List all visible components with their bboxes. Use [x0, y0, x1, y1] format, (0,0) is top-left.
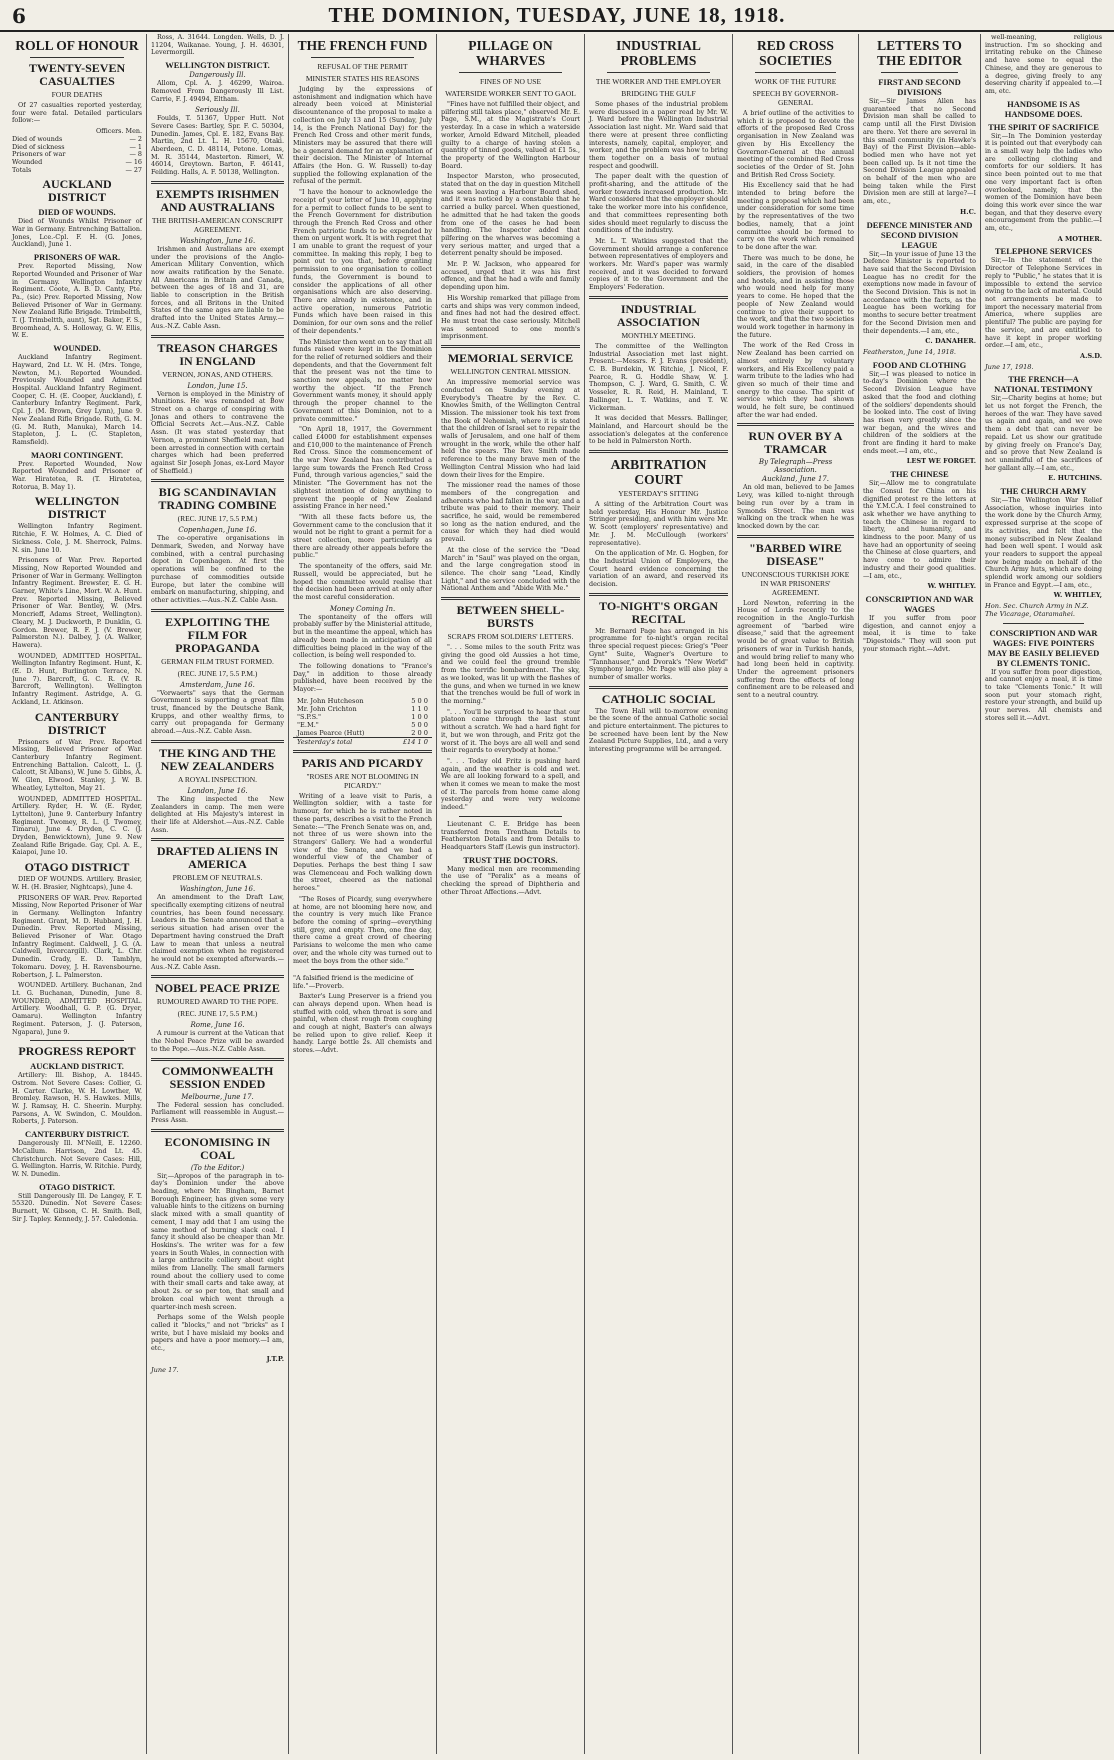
- column-french-fund: [289, 34, 437, 1754]
- headline-organ-recital: TO-NIGHT'S ORGAN RECITAL: [599, 598, 718, 626]
- article-text: ". . . Some miles to the south Fritz was giving the good old Aussies a hot time, and we could feel the ground tremble from the terrific bombardment. The sky, as we looked, was lit up with the flashes of the guns, and when we turned in we knew that the trenches would be full of work in the morning.": [441, 643, 580, 705]
- letter-text: well-meaning, religious instruction. I'm so shocking and irritating rebuke on the Chinese and have some to equal the Chinese, and they are generous to a degree, giving freely to any deserving charity if appealed to.—I am, etc.: [985, 34, 1102, 95]
- headline-memorial: MEMORIAL SERVICE: [447, 351, 574, 366]
- subhead: (To the Editor.): [190, 1163, 245, 1172]
- advertisement-text: If you suffer from poor digestion, and cannot enjoy a meal, it is time to take "Digestoids." They will soon put your stomach right.—Advt.: [863, 613, 976, 653]
- headline-scandinavian: BIG SCANDINAVIAN TRADING COMBINE: [158, 485, 277, 513]
- letter-heading: FOOD AND CLOTHING: [872, 359, 967, 370]
- dateline: Amsterdam, June 16.: [180, 680, 255, 689]
- article-text: DIED OF WOUNDS. Artillery. Brasier, W. H. (H. Brasier, Nightcaps), June 4.: [12, 875, 142, 891]
- headline-film: EXPLOITING THE FILM FOR PROPAGANDA: [165, 614, 270, 655]
- article-text: Prev. Reported Missing, Now Reported Wounded and Prisoner of War in Germany. Wellington Infantry Regiment. Coote, A. B. D. Canty, Pte. Pa., (sic) Prev. Reported Missing, Now Believed Prisoner of War in Germany. New Zealand Rifle Brigade. Trimbeltth, T. (J. Trimbeltth, aunt), Sgt. Baker, F. S., Broomhead, A. S. Holloway, G. W. Ellis, W. E.: [12, 262, 142, 340]
- divider: [151, 479, 284, 482]
- article-text: Lord Newton, referring in the House of Lords recently to the recognition in the Anglo-Turkish agreement of "barbed wire disease," said that the agreement would be of great value to British prisoners of war in Turkish hands, and would bring relief to many who had long been held in captivity. Under the agreement prisoners suffering from the effects of long confinement are to be released and sent to a neutral country.: [737, 598, 854, 700]
- article-text: Died of Wounds Whilst Prisoner of War in Germany. Entrenching Battalion. Jones, Lce.-Cpl. F. H. (G. Jones, Auckland), June 1.: [12, 217, 142, 249]
- dateline: Washington, June 16.: [179, 236, 256, 245]
- column-cable-news: [147, 34, 289, 1754]
- district-heading: WELLINGTON DISTRICT: [34, 494, 120, 522]
- headline-drafted-aliens: DRAFTED ALIENS IN AMERICA: [156, 844, 279, 872]
- article-text: The paper dealt with the question of profit-sharing, and the attitude of the worker towards increased production. Mr. Ward considered that the employer should take the worker more into his confidence, and that committees representing both sides should meet regularly to discuss the conditions of the industry.: [589, 172, 728, 235]
- divider: [151, 838, 284, 841]
- divider: [30, 1040, 124, 1041]
- column-letters: [859, 34, 981, 1754]
- subhead: (REC. JUNE 17, 5.5 P.M.): [177, 1009, 258, 1019]
- column-letters-continued: [981, 34, 1106, 1754]
- proverb-text: "A falsified friend is the medicine of life."—Proverb.: [293, 974, 414, 991]
- article-text: Wellington Infantry Regiment. Ritchie, F. W. Holmes, A. C. Died of Sickness. Cole, J. M. Sherrock, Palms. N. sin. June 10.: [12, 522, 142, 554]
- article-text: Prev. Reported Wounded, Now Reported Wounded and Prisoner of War. Hiratetea, R. (T. Hiratetea, Rotorua, B. May 1).: [12, 459, 142, 491]
- article-text: Prisoners of War. Prev. Reported Missing, Now Reported Wounded and Prisoner of War in Germany. Wellington Infantry Regiment. Brewster, E. G. H. Garner, White's Line, Mort. W. A. Hunt. Prev. Reported Missing, Believed Prisoner of War. Bentley, W. (Mrs. Moncrieff, Adams Street, Wellington). Cleary, M. J. Duckworth, P. Dunklin, G. Gordon. Brewer, R. F. J. (V. Brewer, Palmerston N.). Dalbey, J. (A. Walker, Hawera).: [12, 556, 142, 649]
- advertisement-text: Many medical men are recommending the use of "Peralix" as a means of checking the spread of Diphtheria and other Throat Affections.—Advt.: [441, 864, 580, 896]
- dateline: Auckland, June 17.: [762, 475, 829, 484]
- article-text: Mr. L. T. Watkins suggested that the Government should arrange a conference between representatives of employers and workers. Mr. Ward's paper was warmly received, and it was decided to forward copies of it to the Government and the Employers' Federation.: [589, 236, 728, 292]
- article-text: Writing of a leave visit to Paris, a Wellington soldier, with a taste for humour, for which he is rather noted in these parts, describes a visit to the French Senate:—"The French Senate was on, and, not three of us were shown into the Strangers' Gallery. We had a wonderful view of the Senate, and we had a wonderful view of the Chamber of Deputies. Perhaps the best thing I saw was Clemenceau and Foch walking down the street, cheered as the national heroes.": [293, 791, 432, 893]
- headline-red-cross: RED CROSS SOCIETIES: [757, 38, 834, 68]
- article-text: Some phases of the industrial problem were discussed in a paper read by Mr. W. J. Ward before the Wellington Industrial Association last night. Mr. Ward said that there were at present three conflicting interests, namely, capital, employer, and worker, and the problem was how to bring them together on a basis of mutual respect and goodwill.: [589, 100, 728, 170]
- signature: A MOTHER.: [1057, 234, 1102, 243]
- headline-arbitration: ARBITRATION COURT: [610, 457, 707, 488]
- subhead: MINISTER STATES HIS REASONS: [305, 74, 420, 83]
- letter-heading: CONSCRIPTION AND WAR WAGES: [865, 593, 974, 614]
- article-text: Allom, Cpl. A. J. 46299, Wairoa. Removed From Dangerously Ill List. Carrie, F. J. 49494, Eltham.: [151, 79, 284, 103]
- divider: [441, 597, 580, 600]
- subhead: VERNON, JONAS, AND OTHERS.: [162, 369, 273, 379]
- letter-text: Sir,—I was pleased to notice in to-day's Dominion where the Second Division League have asked that the food and clothing of the soldiers' dependents should be looked into. The cost of living has risen very greatly since the war began, and the wives and children of the soldiers at the front are finding it hard to make ends meet.—I am, etc.,: [863, 369, 976, 455]
- article-text: At the close of the service the "Dead March" in "Saul" was played on the organ, and the large congregation stood in silence. The choir sang "Lead, Kindly Light," and the service concluded with the National Anthem and "Abide With Me.": [441, 545, 580, 593]
- article-text: It was decided that Messrs. Ballinger, Mainland, and Harcourt should be the association's delegates at the conference to be held in Palmerston North.: [589, 414, 728, 446]
- article-text: Perhaps some of the Welsh people called it "blocks," and not "bricks" as I write, but I have mislaid my books and papers and have a poor memory.—I am, etc.,: [151, 1313, 284, 1353]
- masthead-title: THE DOMINION, TUESDAY, JUNE 18, 1918.: [328, 3, 786, 27]
- divider: [589, 296, 728, 299]
- article-text: Lieutenant C. E. Bridge has been transferred from Trentham Details to Featherston Details and from Details to Headquarters Staff (Lewis gun instructor).: [441, 819, 580, 851]
- divider: [755, 72, 836, 73]
- letter-place: Hon. Sec. Church Army in N.Z. The Vicarage, Otaramahei.: [985, 602, 1089, 618]
- letter-heading: FIRST AND SECOND DIVISIONS: [878, 77, 961, 97]
- article-text: "With all these facts before us, the Government came to the conclusion that it would not be right to grant a permit for a street collection, more particularly as there are already other appeals before the public.": [293, 512, 432, 560]
- dateline: London, June 16.: [187, 786, 248, 795]
- article-text: The Town Hall will to-morrow evening be the scene of the annual Catholic social and picture entertainment. The pictures to be screened have been lent by the New Zealand Picture Supplies, Ltd., and a very interesting programme will be arranged.: [589, 706, 728, 754]
- signature: J.T.P.: [266, 1354, 284, 1363]
- page-number: 6: [12, 4, 26, 28]
- subhead: RUMOURED AWARD TO THE POPE.: [156, 997, 279, 1007]
- headline-french-fund: THE FRENCH FUND: [297, 38, 428, 53]
- donation-row: Mr. John Crichton 1 1 0: [297, 704, 428, 713]
- subhead: WELLINGTON CENTRAL MISSION.: [450, 367, 571, 377]
- divider: [151, 335, 284, 338]
- divider: [441, 345, 580, 348]
- dateline: Washington, June 16.: [179, 885, 256, 894]
- subhead: MONTHLY MEETING.: [621, 330, 696, 340]
- column-roll-of-honour: [8, 34, 147, 1754]
- article-text: On the application of Mr. G. Hogben, for the Industrial Union of Employers, the Court heard evidence concerning the variation of an award, and reserved its decision.: [589, 549, 728, 589]
- article-text: The spontaneity of the offers, said Mr. Russell, would be appreciated, but he hoped the committee would realise that the decision had been arrived at only after the most careful consideration.: [293, 562, 432, 601]
- section-heading: TRUST THE DOCTORS.: [463, 854, 558, 865]
- letter-text: Sir,—Allow me to congratulate the Consul for China on his dignified protest re the letters at the Y.M.C.A. I feel constrained to ask whether we have anything to teach the Chinese in regard to liberty, and humanity, and kindness to the poor. Many of us have had an opportunity of seeing the Chinese at close quarters, and have come to admire their industry and their good qualities.—I am, etc.,: [863, 479, 976, 580]
- district-subheading: AUCKLAND DISTRICT.: [30, 1061, 124, 1072]
- signature: W. WHITLEY,: [1053, 591, 1102, 600]
- subhead: REFUSAL OF THE PERMIT: [317, 62, 408, 71]
- letter-heading: THE CHINESE: [890, 469, 949, 480]
- divider: [459, 816, 562, 817]
- headline-tramcar: RUN OVER BY A TRAMCAR: [748, 429, 843, 457]
- article-text: Dangerously Ill. M'Neill, E. 12260. McCallum. Harrison, 2nd Lt. 45. Christchurch. Not Severe Cases: Hill, G. Wellington. Harris, W. Ritchie. Purdy, W. N. Dunedin.: [12, 1139, 142, 1178]
- donation-row: James Pearce (Hutt) 2 0 0: [297, 728, 428, 737]
- list-subheading: Seriously Ill.: [195, 106, 240, 115]
- article-text: Irishmen and Australians are exempt under the provisions of the Anglo-American Military Convention, which now awaits ratification by the Senate. All Americans in Britain and Canada, between the ages of 18 and 31, are liable to conscription in the British forces, and all Britons in the United States of the same ages are liable to be drafted into the United States Army.—Aus.-N.Z. Cable Assn.: [151, 244, 284, 330]
- dateline: Rome, June 16.: [190, 1021, 245, 1030]
- divider: [311, 969, 414, 970]
- article-text: Prisoners of War. Prev. Reported Missing, Believed Prisoner of War. Canterbury Infantry Regiment. Entrenching Battalion. Calcott, L. (J. Calcott, St Albans), W. June 5. Gibbs, A. W. Glen, Elwood. Stanley, J. W. B. Wheatley, Lyttelton, May 21.: [12, 737, 142, 792]
- district-subheading: OTAGO DISTRICT.: [39, 1181, 115, 1192]
- signature: A.S.D.: [1079, 351, 1102, 360]
- headline-barbed-wire: "BARBED WIRE DISEASE": [749, 540, 842, 568]
- article-text: ". . . You'll be surprised to hear that our platoon came through the last stunt without a scratch. We had a hard fight for it, but we won through, and Fritz got the worst of it. The boys are all well and send their regards to everybody at home.": [441, 707, 580, 755]
- columns: [8, 34, 1106, 1754]
- letter-heading: THE CHURCH ARMY: [1000, 486, 1087, 497]
- dateline: Copenhagen, June 16.: [178, 526, 257, 535]
- district-subheading: CANTERBURY DISTRICT.: [24, 1129, 130, 1140]
- headline-commonwealth: COMMONWEALTH SESSION ENDED: [161, 1063, 274, 1091]
- stats-header: Officers. Men.: [95, 127, 142, 136]
- letter-text: Sir,—Sir James Allen has guaranteed that no Second Division man shall be called to camp until all the First Division are there. Yet there are several in this small community (in Hawke's Bay) of the First Division—able-bodied men who have not yet been called up. Is it not time the Second Division League appealed on behalf of the men who are being taken while the First Division men are still at large?—I am, etc.,: [863, 97, 976, 206]
- stats-total: Totals — 27: [12, 165, 142, 174]
- divider: [151, 1129, 284, 1132]
- article-text: A brief outline of the activities to which it is proposed to devote the efforts of the proposed Red Cross organisation in New Zealand was given by His Excellency the Governor-General at the annual meeting of the combined Red Cross societies of the Order of St. John and British Red Cross Society.: [737, 109, 854, 179]
- article-text: The following donations to "France's Day," in addition to those already published, have been received by the Mayor:—: [293, 661, 432, 694]
- subhead: WATERSIDE WORKER SENT TO GAOL: [445, 89, 576, 98]
- divider: [293, 750, 432, 753]
- subhead: WORK OF THE FUTURE: [754, 77, 837, 86]
- article-text: WOUNDED. Artillery. Buchanan, 2nd Lt. G. Buchanan, Dunedin, June 8. WOUNDED, ADMITTED HOSPITAL. Artillery. Woodhall, G. P. (G. Dryer, Oamaru). Wellington Infantry Regiment. Paterson, J. (J. Paterson, Ngapara), June 9.: [12, 981, 142, 1036]
- section-heading: WOUNDED.: [53, 343, 101, 354]
- masthead: [0, 0, 1114, 32]
- advertisement-text: If you suffer from poor digestion, and cannot enjoy a meal, it is time to take "Clements Tonic." It will soon put your stomach right, restore your strength, and build up your nerves. All chemists and stores sell it.—Advt.: [985, 667, 1102, 722]
- article-text: An old man, believed to be James Levy, was killed to-night through being run over by a tram in Symonds Street. The man was walking on the track when he was knocked down by the car.: [737, 483, 854, 530]
- divider: [737, 423, 854, 426]
- article-text: "The Roses of Picardy, sung everywhere at home, are not blooming here now, and the country is very much like France before the coming of spring—everything still, grey, and empty. Then, one fine day, there came a great crowd of cheering Parisians to welcome the men who came over, and the whole city was turned out to meet the boys from the other side.": [293, 894, 432, 965]
- donation-row: Mr. John Hutcheson 5 0 0: [297, 696, 428, 705]
- article-text: ". . . Today old Fritz is pushing hard again, and the weather is cold and wet. We are all looking forward to a spell, and when it comes we mean to make the most of it. The parcels from home came along yesterday and were very welcome indeed.": [441, 756, 580, 812]
- article-text: A rumour is current at the Vatican that the Nobel Peace Prize will be awarded to the Pope.—Aus.-N.Z. Cable Assn.: [151, 1029, 284, 1053]
- divider: [30, 57, 124, 58]
- article-text: "Fines have not fulfilled their object, and pilfering still takes place," observed Mr. E. Page, S.M., at the Magistrate's Court yesterday. In a case in which a waterside worker, Arnold Edward Mitchell, pleaded guilty to a charge of having stolen a quantity of tinned goods, valued at £1 5s., the property of the Wellington Harbour Board.: [441, 100, 580, 170]
- dateline: London, June 15.: [187, 381, 248, 390]
- divider: [151, 181, 284, 184]
- article-text: The Minister then went on to say that all funds raised were kept in the Dominion for the relief of returned soldiers and their dependents, and that the Government felt that the present was not the time to sanction new appeals, no matter how worthy the object. "If the French Government wants money, it should apply through the proper channel to the Government of this Dominion, not to a private committee.": [293, 337, 432, 423]
- headline-catholic-social: CATHOLIC SOCIAL: [601, 691, 716, 706]
- letter-text: Sir,—Charity begins at home; but let us not forget the French, the heroes of the war. They have saved us again and again, and we owe them a debt that can never be repaid. Let us show our gratitude by giving freely on France's Day, and so prove that New Zealand is not unmindful of the sacrifices of her gallant ally.—I am, etc.,: [985, 394, 1102, 472]
- headline-shell-bursts: BETWEEN SHELL-BURSTS: [456, 603, 565, 631]
- subhead: SCRAPS FROM SOLDIERS' LETTERS.: [447, 632, 574, 642]
- divider: [1003, 623, 1084, 624]
- letter-text: Sir,—In your issue of June 13 the Defence Minister is reported to have said that the Second Division League has no credit for the exemptions now made in favour of the Second Division. This is not in accordance with the facts, as the League has been working for months to secure better treatment for the Second Division men and their dependents.—I am, etc.,: [863, 249, 976, 335]
- divider: [607, 72, 710, 73]
- article-text: Judging by the expressions of astonishment and indignation which have already been voiced at Ministerial discountenance of the proposal to make a collection on July 13 and 15 (Sunday, July 14, is the French National Day) for the French Red Cross and other merit funds, Ministers may be assured that there will be a general demand for an explanation of their decision. The Minister of Internal Affairs (the Hon. G. W. Russell) to-day supplied the following explanation of the refusal of the permit.: [293, 85, 432, 186]
- dateline: Melbourne, June 17.: [181, 1092, 254, 1101]
- subhead: "ROSES ARE NOT BLOOMING IN PICARDY.": [306, 771, 419, 790]
- donation-row: "S.P.S." 1 0 0: [297, 712, 428, 721]
- subhead: GERMAN FILM TRUST FORMED.: [161, 656, 274, 666]
- divider: [151, 975, 284, 978]
- article-text: Ross, A. 31644. Longden. Wells, D. J. 11204, Waikanae. Young, J. H. 46301, Levermorgill.: [151, 34, 284, 57]
- subhead: PROBLEM OF NEUTRALS.: [172, 873, 263, 883]
- headline-treason: TREASON CHARGES IN ENGLAND: [157, 340, 278, 368]
- divider: [881, 72, 958, 73]
- article-text: Still Dangerously Ill. De Langey, F. T. 55320. Dunedin. Not Severe Cases: Burnett, W. Gibson, C. H. Smith. Bell, Sir J. Tapley. Kennedy, J. 57. Caledonia.: [12, 1191, 142, 1223]
- column-pillage: [437, 34, 585, 1754]
- subhead: FINES OF NO USE: [479, 77, 542, 86]
- letter-place: Featherston, June 14, 1918.: [863, 347, 957, 356]
- headline-association: INDUSTRIAL ASSOCIATION: [616, 301, 701, 329]
- list-subheading: Dangerously Ill.: [189, 71, 246, 80]
- headline-paris: PARIS AND PICARDY: [301, 755, 424, 770]
- donation-row: "E.M." 5 0 0: [297, 720, 428, 729]
- article-text: "Vorwaerts" says that the German Government is supporting a great film trust, financed by the Deutsche Bank, Krupps, and other wealthy firms, to carry out propaganda for Germany abroad.—Aus.-N.Z. Cable Assn.: [151, 688, 284, 736]
- subhead: YESTERDAY'S SITTING: [618, 489, 699, 499]
- headline-coal: ECONOMISING IN COAL: [164, 1134, 271, 1162]
- article-text: PRISONERS OF WAR. Prev. Reported Missing, Now Reported Prisoner of War in Germany. Wellington Infantry Regiment. Grant, M. D. Hubbard, J. H. Dunedin. Prev. Reported Missing, Believed Prisoner of War. Otago Infantry Regiment. Caldwell, J. G. (A. Caldwell, Invercargill). Clark, L. Chr. Dunedin. Crady, E. D. Tamblyn, Tokomaru. Dovey, J. H. Ravensbourne. Robertson, J. L. Palmerston.: [12, 893, 142, 979]
- district-heading: OTAGO DISTRICT: [24, 860, 130, 875]
- section-heading: DIED OF WOUNDS.: [38, 207, 116, 218]
- article-text: His Excellency said that he had intended to bring before the meeting a proposal which had been under consideration for some time by the representatives of the two bodies, namely, that a joint committee should be formed to carry on the work which remained to be done after the war.: [737, 181, 854, 251]
- stats-row: Prisoners of war — 8: [12, 150, 142, 159]
- subhead: UNCONSCIOUS TURKISH JOKE IN WAR PRISONERS' AGREEMENT.: [741, 569, 850, 597]
- article-text: Vernon is employed in the Ministry of Munitions. He was remanded at Bow Street on a charge of conspiring with Jonas and others to contravene the Official Secrets Act.—Aus.-N.Z. Cable Assn. (It was stated yesterday that Vernon, a prominent Sheffield man, had been arrested in connection with certain charges which had been preferred against Sir Joseph Jonas, ex-Lord Mayor of Sheffield.): [151, 389, 284, 475]
- stats-row: Died of sickness — 1: [12, 142, 142, 151]
- divider: [151, 609, 284, 612]
- stats-row: Wounded — 16: [12, 157, 142, 166]
- district-subheading: WELLINGTON DISTRICT.: [165, 60, 270, 71]
- article-text: Mr. Bernard Page has arranged in his programme for to-night's organ recital three special request pieces: Grieg's "Peer Gynt" Suite, Wagner's Overture to "Tannhauser," and Dvorak's "New World" Symphony largo. Mr. Page will also play a number of smaller works.: [589, 626, 728, 681]
- district-heading: AUCKLAND DISTRICT: [42, 177, 112, 205]
- article-text: An amendment to the Draft Law, specifically exempting citizens of neutral countries, has been found necessary. Leaders in the Senate announced that a serious situation had arisen over the Department having construed the Draft Law to mean that unless a neutral claimed exemption when he registered he would not be exempted afterwards.—Aus.-N.Z. Cable Assn.: [151, 893, 284, 971]
- divider: [311, 57, 414, 58]
- divider: [151, 1058, 284, 1061]
- subhead: (REC. JUNE 17, 5.5 P.M.): [177, 668, 258, 678]
- letter-date: June 17, 1918.: [985, 362, 1034, 371]
- headline-pillage: PILLAGE ON WHARVES: [468, 38, 553, 68]
- letter-date: June 17.: [151, 1365, 179, 1374]
- letter-heading: THE FRENCH—A NATIONAL TESTIMONY: [994, 374, 1093, 395]
- section-heading: PRISONERS OF WAR.: [33, 252, 121, 263]
- subhead: A ROYAL INSPECTION.: [177, 774, 258, 784]
- headline-king: THE KING AND THE NEW ZEALANDERS: [159, 745, 276, 773]
- advertisement-text: Baxter's Lung Preserver is a friend you can always depend upon. When head is stuffed with cold, when throat is sore and painful, when chest rough from coughing and cough at night, Baxter's can always be relied upon to give relief. Keep it handy. Large bottle 2s. All chemists and stores.—Advt.: [293, 992, 432, 1055]
- article-text: Sir,—Apropos of the paragraph in to-day's Dominion under the above heading, where Mr. Bingham, Barnet Borough Engineer, has given some very valuable hints to the citizens on burning slack mixed with a small quantity of cement, I may add that I am using the same method of burning slack coal. I fancy it should also be cheaper than Mr. Hoskins's. The writer was for a few years in South Wales, in connection with a large anthracite colliery about eight miles from Llanelly. The small farmers round about the colliery used to come with their small carts and take away, at about 2s. or so per ton, that small and broken coal which went through a quarter-inch mesh screen.: [151, 1171, 284, 1311]
- divider: [589, 450, 728, 453]
- signature: W. WHITLEY.: [927, 582, 976, 591]
- letter-text: Sir,—The Wellington War Relief Association, whose inquiries into the work done by the Church Army, expressed surprise at the scope of its activities, and felt that the money subscribed in New Zealand had been well spent. I would ask your readers to support the appeal now being made on behalf of the Church Army huts, which are doing splendid work among our soldiers in France and Egypt.—I am, etc.,: [985, 496, 1102, 589]
- headline-industrial: INDUSTRIAL PROBLEMS: [616, 38, 701, 68]
- article-text: The committee of the Wellington Industrial Association met last night. Present:—Messrs. F. J. Evans (president), C. B. Burdekin, W. Ritchie, J. Nicol, F. Pearce, R. G. Hoddle Shaw, W. J. Thompson, C. J. Ward, G. Smith, C. W. Vosseler, R. R. Reid, H. Mainland, T. Ballinger, L. T. Watkins, and T. W. Vickerman.: [589, 341, 728, 412]
- subhead: (REC. JUNE 17, 5.5 P.M.): [177, 514, 258, 524]
- casualty-stats: [12, 128, 142, 174]
- subhead: THE WORKER AND THE EMPLOYER: [595, 77, 722, 86]
- divider: [589, 593, 728, 596]
- article-text: An impressive memorial service was conducted on Sunday evening at Everybody's Theatre by the Rev. C. Knowles Smith, of the Wellington Central Mission. The missioner took his text from the Book of Nehemiah, where it is stated that the children of Israel set to repair the walls of Jerusalem, and one half of them wrought in the work, while the other half held the spears. The Rev. Smith made reference to the many brave men of the Wellington Central Mission who had laid down their lives for the Empire.: [441, 378, 580, 479]
- signature: E. HUTCHINS.: [1048, 474, 1102, 483]
- section-heading: MAORI CONTINGENT.: [31, 449, 123, 460]
- article-text: A sitting of the Arbitration Court was held yesterday, His Honour Mr. Justice Stringer presiding, and with him were Mr. W. Scott (employers' representative) and Mr. J. M. McCullough (workers' representative).: [589, 500, 728, 547]
- letter-text: Sir,—In the statement of the Director of Telephone Services in reply to "Public," he states that it is impossible to extend the service owing to the lack of material. Could not arrangements be made to import the necessary material from America, where supplies are plentiful? The public are paying for the service, and are entitled to have it kept in proper working order.—I am, etc.,: [985, 256, 1102, 350]
- progress-report-heading: PROGRESS REPORT: [18, 1044, 136, 1059]
- column-industrial: [585, 34, 733, 1754]
- subhead: By Telegraph—Press Association.: [758, 458, 833, 475]
- signature: C. DANAHER.: [925, 337, 976, 346]
- subhead-casualties: TWENTY-SEVEN CASUALTIES: [28, 61, 126, 88]
- article-text: His Worship remarked that pillage from carts and ships was very common indeed, and fines had not had the desired effect. He must treat the case seriously. Mitchell was sentenced to one month's imprisonment.: [441, 293, 580, 341]
- divider: [459, 72, 562, 73]
- letter-heading: TELEPHONE SERVICES: [994, 246, 1093, 257]
- headline-letters: LETTERS TO THE EDITOR: [877, 38, 962, 68]
- donations-total: Yesterday's total £14 1 0: [293, 737, 432, 746]
- signature: H.C.: [960, 207, 976, 216]
- article-text: There was much to be done, he said, in the care of the disabled soldiers, the provision of homes and hostels, and in assisting those who would need help for many years to come. He hoped that the people of New Zealand would continue to give their support to the work, and that the two societies would work together in harmony in the future.: [737, 253, 854, 339]
- subhead: SPEECH BY GOVERNOR-GENERAL: [752, 89, 839, 107]
- article-text: WOUNDED, ADMITTED HOSPITAL. Artillery. Ryder, H. W. (E. Ryder, Lyttelton), June 9. Canterbury Infantry Regiment. Twomey, R. L. (J. Twomey, Timaru), June 4. Dryden, C. C. (J. Dryden, Benwicktown), June 9. New Zealand Rifle Brigade. Gay, Cpl. A. E., Kaiapoi, June 10.: [12, 794, 142, 857]
- letter-heading: THE SPIRIT OF SACRIFICE: [988, 121, 1099, 132]
- subhead: BRIDGING THE GULF: [621, 89, 696, 98]
- advertisement-heading: CONSCRIPTION AND WAR WAGES: FIVE POINTERS MAY BE EASILY BELIEVED BY CLEMENTS TONIC.: [987, 627, 1100, 668]
- signature: LEST WE FORGET.: [906, 457, 976, 466]
- article-text: The King inspected the New Zealanders in camp. The men were delighted at His Majesty's interest in their life at Aldershot.—Aus.-N.Z. Cable Assn.: [151, 794, 284, 834]
- letter-text: Sir,—In The Dominion yesterday it is pointed out that everybody can in a small way help the ladies who are collecting clothing and comforts for our soldiers. It has since been pointed out to me that one very important fact is often overlooked, namely, that the women of the Dominion have been doing this work ever since the war began, and that they deserve every encouragement from the public.—I am, etc.,: [985, 131, 1102, 233]
- district-heading: CANTERBURY DISTRICT: [34, 709, 120, 737]
- headline-nobel: NOBEL PEACE PRIZE: [155, 981, 280, 996]
- article-text: WOUNDED, ADMITTED HOSPITAL. Wellington Infantry Regiment. Hunt, K. (E. D. Hunt, Burlington Terrace, N. June 7). Barcroft, G. C. R. (V. R. Barcroft, Wellington). Wellington Infantry Regiment. Astridge, A. G. Ackland, Lt. Atkinson.: [12, 651, 142, 706]
- article-text: The Federal session has concluded. Parliament will reassemble in August.—Press Assn.: [151, 1100, 284, 1124]
- headline-exempts: EXEMPTS IRISHMEN AND AUSTRALIANS: [155, 186, 280, 214]
- article-text: Inspector Marston, who prosecuted, stated that on the day in question Mitchell was seen leaving a Harbour Board shed, and it was noticed by a constable that he carried a bulky parcel. When questioned, he admitted that he had taken the goods from one of the cases he had been handling. The Inspector added that pilfering on the wharves was becoming a very serious matter, and urged that a deterrent penalty should be imposed.: [441, 172, 580, 258]
- letter-heading: HANDSOME IS AS HANDSOME DOES.: [1004, 98, 1083, 119]
- article-text: The missioner read the names of those members of the congregation and adherents who had fallen in the war, and a tribute was paid to their memory. Their sacrifice, he said, would be remembered so long as the nation endured, and the cause for which they had died would prevail.: [441, 481, 580, 544]
- letter-heading: DEFENCE MINISTER AND SECOND DIVISION LEAGUE: [866, 219, 973, 250]
- stats-row: Died of wounds — 2: [12, 134, 142, 143]
- article-text: Auckland Infantry Regiment. Hayward, 2nd Lt. W. H. (Mrs. Tonge, Newton, M.). Reported Wounded. Previously Wounded and Admitted Hospital. Auckland Infantry Regiment. Cooper, C. H. (E. Cooper, Auckland), f. Canterbury Infantry Regiment. Park, Cpl. J. (M. Brown, Grey Lynn), June 9. New Zealand Rifle Brigade. Ruth, G. M. (G. M. Ruth, Manuka), March 14. Stapleton, J. L. (C. Stapleton, Ramsfield).: [12, 353, 142, 446]
- divider: [589, 686, 728, 689]
- intro-text: Of 27 casualties reported yesterday, four were fatal. Detailed particulars follow:—: [12, 101, 142, 125]
- article-text: The spontaneity of the offers will probably suffer by the Ministerial attitude, but in the meantime the appeal, which has already been made in anticipation of all difficulties being placed in the way of the collection, is being well responded to.: [293, 612, 432, 660]
- divider: [151, 740, 284, 743]
- subhead: THE BRITISH-AMERICAN CONSCRIPT AGREEMENT.: [151, 215, 284, 234]
- article-text: The co-operative organisations in Denmark, Sweden, and Norway have combined, with a central purchasing depot in Copenhagen. At first the operations will be confined to the purchase of commodities outside Europe, but later the combine will embark on manufacturing, shipping, and other activities.—Aus.-N.Z. Cable Assn.: [151, 534, 284, 604]
- article-text: "On April 18, 1917, the Government called £4000 for establishment expenses and £10,000 to the maintenance of French Red Cross. Since the commencement of the war New Zealand has contributed a large sum towards the French Red Cross Fund, through various agencies," said the Minister. "The Government has not the slightest intention of doing anything to prevent the people of New Zealand assisting France in her need.": [293, 425, 432, 511]
- article-text: The work of the Red Cross in New Zealand has been carried on almost entirely by voluntary workers, and His Excellency paid a warm tribute to the ladies who had given so much of their time and energy to the cause. The spirit of service which they had shown would, he felt sure, be continued after the war had ended.: [737, 341, 854, 419]
- article-text: "I have the honour to acknowledge the receipt of your letter of June 10, applying for a permit to collect funds to be sent to the French Government for distribution through the French Red Cross and other French patriotic funds to be expended by them on urgent work. It is with regret that I am unable to grant the request of your committee. In making this reply, I beg to point out to you that, before granting permission to one organisation to collect funds, the Government is bound to consider the applications of all other organisations which are also deserving. There are already in existence, and in active operation, numerous Patriotic Funds which have been raised in this Dominion, for our own sons and the relief of their dependents.": [293, 188, 432, 335]
- headline-roll-of-honour: ROLL OF HONOUR: [15, 38, 139, 53]
- article-text: Foulds, T. 51367, Upper Hutt. Not Severe Cases: Bartley, Spr. F. C. 50304, Dunedin. James, Cpl. E. 182, Evans Bay. Martin, 2nd Lt. L. H. 15670, Otaki. Aberdeen, C. D. 48114, Petone. Lomas, M. R. 35144, Masterton. Rimeri, W. 46014, Greytown. Barton, F. 46141, Feilding. Halls, A. F. 50138, Wellington.: [151, 114, 284, 177]
- column-red-cross: [733, 34, 859, 1754]
- donations-list: [293, 697, 432, 746]
- section-heading: Money Coming In.: [329, 604, 396, 613]
- article-text: Artillery: Ill. Bishop, A. 18445. Ostrom. Not Severe Cases: Collier, G. H. Carter. Clarke, W. H. Lowther, W. Bromley. Rawson, H. S. Hawkes. Mills, W. J. Ramsay, H. C. Sheerin. Murphy. Parsons, A. W. Swindon, C. Mouldon. Roberts, J. Paterson.: [12, 1071, 142, 1126]
- article-text: Mr. P. W. Jackson, who appeared for accused, urged that it was his first offence, and that he had a wife and family depending upon him.: [441, 260, 580, 292]
- divider: [737, 535, 854, 538]
- kicker-four-deaths: FOUR DEATHS: [51, 90, 103, 99]
